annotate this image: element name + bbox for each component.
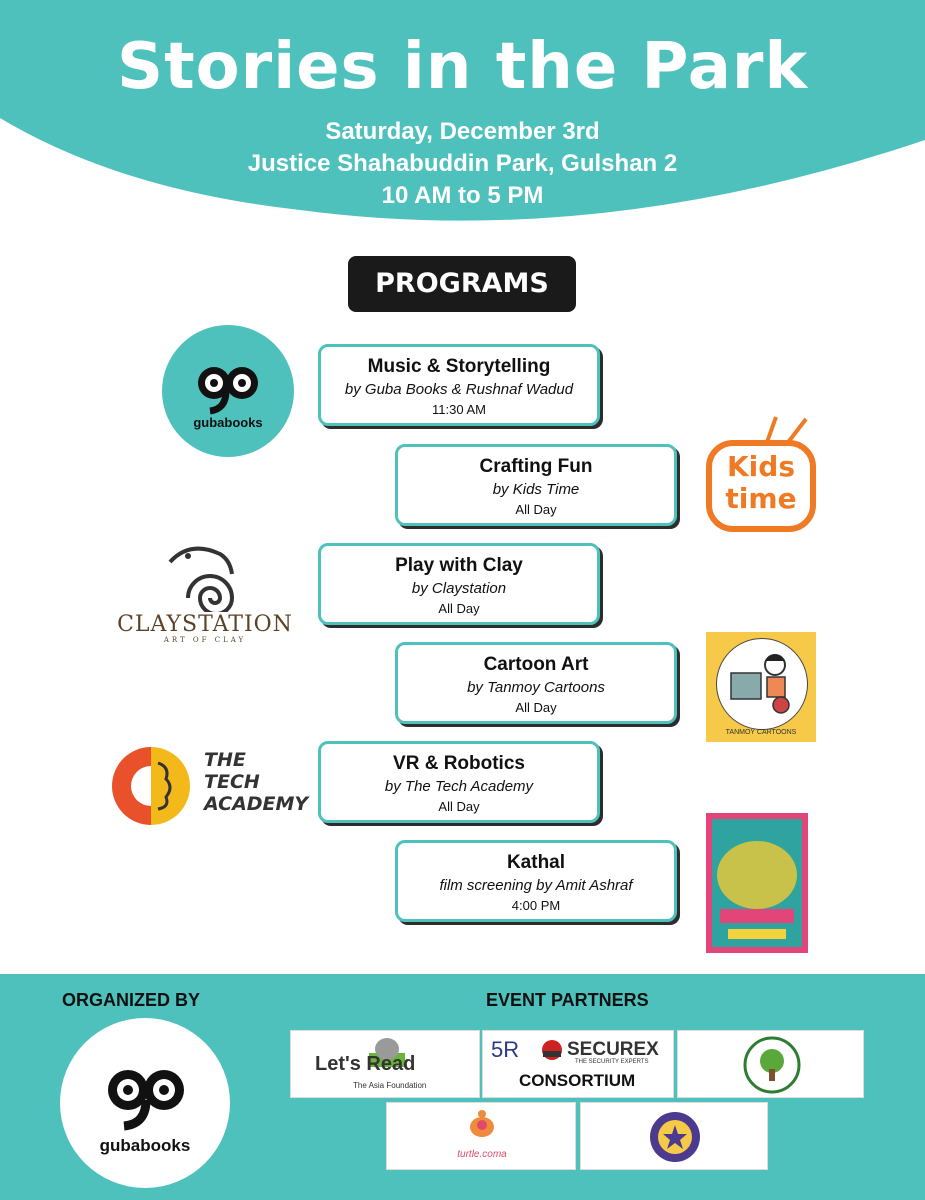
partner-securex [482,1030,674,1098]
program-time: All Day [438,601,480,616]
program-by: film screening by Amit Ashraf [439,877,633,894]
program-card-music [318,344,600,426]
program-title: Kathal [506,852,566,873]
program-title: Cartoon Art [483,654,589,675]
glasses-icon [162,325,294,457]
securex-tagline: THE SECURITY EXPERTS [575,1059,649,1065]
program-title: Play with Clay [395,555,523,576]
program-by: by Tanmoy Cartoons [467,679,605,696]
kids-time-text [706,451,816,515]
program-card-clay [318,543,600,625]
partner-roots [677,1030,864,1098]
partner-lets-read [290,1030,480,1098]
claystation-logo [110,532,300,642]
film-poster-icon [706,813,808,953]
program-card-cartoon [395,642,677,724]
claystation-text: CLAYSTATION [117,612,293,637]
kathal-poster [706,813,808,953]
program-time: 11:30 AM [432,402,486,417]
program-title: Crafting Fun [479,456,593,477]
organizer-text: gubabooks [99,1136,191,1155]
event-venue: Justice Shahabuddin Park, Gulshan 2 [247,150,678,177]
page-title: Stories in the Park [116,30,809,104]
cartoonist-icon [716,638,808,730]
program-by: by Guba Books & Rushnaf Wadud [344,381,574,398]
program-by: by Claystation [411,580,507,597]
fiver-text: 5R [491,1037,520,1062]
tech-academy-logo [108,743,309,829]
consortium-text: CONSORTIUM [519,1071,636,1090]
program-title: Music & Storytelling [367,356,551,377]
header-banner [0,0,925,240]
tech-academy-text [204,749,308,815]
organizer-logo [60,1018,230,1188]
event-partners-heading: EVENT PARTNERS [486,990,649,1010]
helmet-icon [541,1039,563,1061]
claystation-tagline: ART OF CLAY [163,636,247,644]
tech-word-3: ACADEMY [204,793,309,815]
kids-time-logo [706,405,816,533]
program-time: All Day [438,799,480,814]
gubabooks-logo [162,325,294,457]
program-by: by The Tech Academy [384,778,534,795]
turtle-icon [462,1109,502,1145]
asia-foundation-text: The Asia Foundation [353,1081,427,1090]
program-card-kathal [395,840,677,922]
kids-time-word-1: Kids [726,450,795,483]
lets-read-text: Let's Read [315,1053,416,1075]
turtle-text: turtle.coma [457,1149,507,1160]
program-card-vr [318,741,600,823]
program-time: All Day [515,700,557,715]
partner-turtle [386,1102,576,1170]
program-card-crafting [395,444,677,526]
tech-word-1: THE [204,749,246,771]
program-time: All Day [515,502,557,517]
tanmoy-text: TANMOY CARTOONS [725,729,797,736]
footer-band [0,974,925,1200]
club-badge-icon [648,1110,702,1164]
program-by: by Kids Time [492,481,580,498]
program-title: VR & Robotics [393,753,525,774]
gear-brain-icon [108,743,194,829]
kids-time-word-2: time [725,482,797,515]
event-date: Saturday, December 3rd [325,118,600,145]
organized-by-heading: ORGANIZED BY [62,990,201,1010]
securex-text: SECUREX [567,1039,659,1060]
partner-growing-up [580,1102,768,1170]
tree-badge-icon [742,1035,802,1095]
chameleon-icon [110,532,300,612]
programs-heading: PROGRAMS [348,256,576,312]
program-time: 4:00 PM [511,898,561,913]
event-time: 10 AM to 5 PM [381,182,544,209]
tech-word-2: TECH [204,771,260,793]
tanmoy-cartoons-logo [706,632,816,742]
gubabooks-text: gubabooks [193,415,263,430]
glasses-icon [60,1018,230,1188]
cartoon-figure-icon [717,639,807,729]
